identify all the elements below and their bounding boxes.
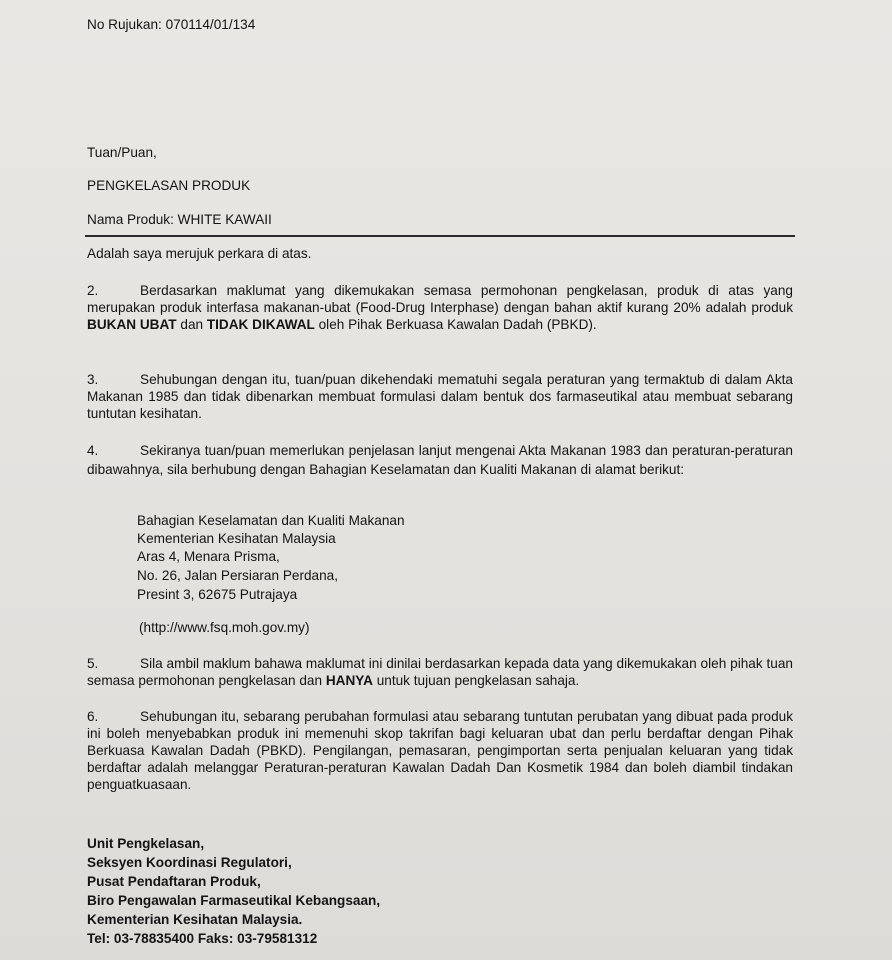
bold-phrase: BUKAN UBAT	[87, 317, 177, 332]
paragraph-number: 2.	[87, 283, 99, 298]
signature-line: Pusat Pendaftaran Produk,	[87, 874, 261, 889]
bold-phrase: HANYA	[325, 673, 373, 688]
paragraph-2: 2. Berdasarkan maklumat yang dikemukakan semasa permohonan pengkelasan, produk di atas yang merupakan produk interfasa makanan-ubat (Food-Drug Interphase) dengan bahan aktif kurang 20% adalah produk BUKAN UBAT dan TIDAK DIKAWAL oleh Pihak Berkuasa Kawalan Dadah (PBKD).	[87, 283, 793, 332]
divider-line	[85, 235, 795, 237]
paragraph-number: 4.	[87, 443, 99, 458]
paragraph-4: 4. Sekiranya tuan/puan memerlukan penjelasan lanjut mengenai Akta Makanan 1983 dan peraturan-peraturan dibawahnya, sila berhubung dengan Bahagian Keselamatan dan Kualiti Makanan di alamat berikut:	[87, 443, 793, 477]
subject-heading: PENGKELASAN PRODUK	[87, 178, 251, 193]
signature-line: Biro Pengawalan Farmaseutikal Kebangsaan,	[87, 893, 381, 908]
salutation: Tuan/Puan,	[87, 145, 157, 160]
address-line: Bahagian Keselamatan dan Kualiti Makanan	[137, 513, 405, 528]
signature-line: Unit Pengkelasan,	[87, 836, 205, 851]
bold-phrase: TIDAK DIKAWAL	[206, 317, 315, 332]
paragraph-3: 3. Sehubungan dengan itu, tuan/puan dikehendaki mematuhi segala peraturan yang termaktub di dalam Akta Makanan 1985 dan tidak dibenarkan membuat formulasi dalam bentuk dos farmaseutikal atau membuat sebarang tuntutan kesihatan.	[87, 372, 793, 421]
signature-line: Seksyen Koordinasi Regulatori,	[87, 855, 292, 870]
address-line: Presint 3, 62675 Putrajaya	[137, 587, 298, 602]
product-name: Nama Produk: WHITE KAWAII	[87, 212, 272, 227]
reference-number: No Rujukan: 070114/01/134	[87, 17, 256, 32]
paragraph-6: 6. Sehubungan itu, sebarang perubahan formulasi atau sebarang tuntutan perubatan yang dibuat pada produk ini boleh menyebabkan produk ini memenuhi skop takrifan bagi keluaran ubat dan perlu berdaftar dengan Pihak Berkuasa Kawalan Dadah (PBKD). Pengilangan, pemasaran, pengimportan serta penjualan keluaran yang tidak berdaftar adalah melanggar Peraturan-peraturan Kawalan Dadah Dan Kosmetik 1984 dan boleh diambil tindakan penguatkuasaan.	[87, 709, 793, 792]
address-line: No. 26, Jalan Persiaran Perdana,	[137, 568, 339, 583]
paragraph-number: 6.	[87, 709, 99, 724]
paragraph-number: 3.	[87, 372, 99, 387]
paragraph-5: 5. Sila ambil maklum bahawa maklumat ini dinilai berdasarkan kepada data yang dikemukakan oleh pihak tuan semasa permohonan pengkelasan dan HANYA untuk tujuan pengkelasan sahaja.	[87, 656, 793, 688]
address-line: Aras 4, Menara Prisma,	[137, 549, 280, 564]
paragraph-number: 5.	[87, 656, 99, 671]
website-link: (http://www.fsq.moh.gov.my)	[139, 620, 310, 635]
address-line: Kementerian Kesihatan Malaysia	[137, 531, 336, 546]
opening-line: Adalah saya merujuk perkara di atas.	[87, 246, 312, 261]
signature-line: Kementerian Kesihatan Malaysia.	[87, 912, 303, 927]
contact-line: Tel: 03-78835400 Faks: 03-79581312	[87, 931, 318, 946]
